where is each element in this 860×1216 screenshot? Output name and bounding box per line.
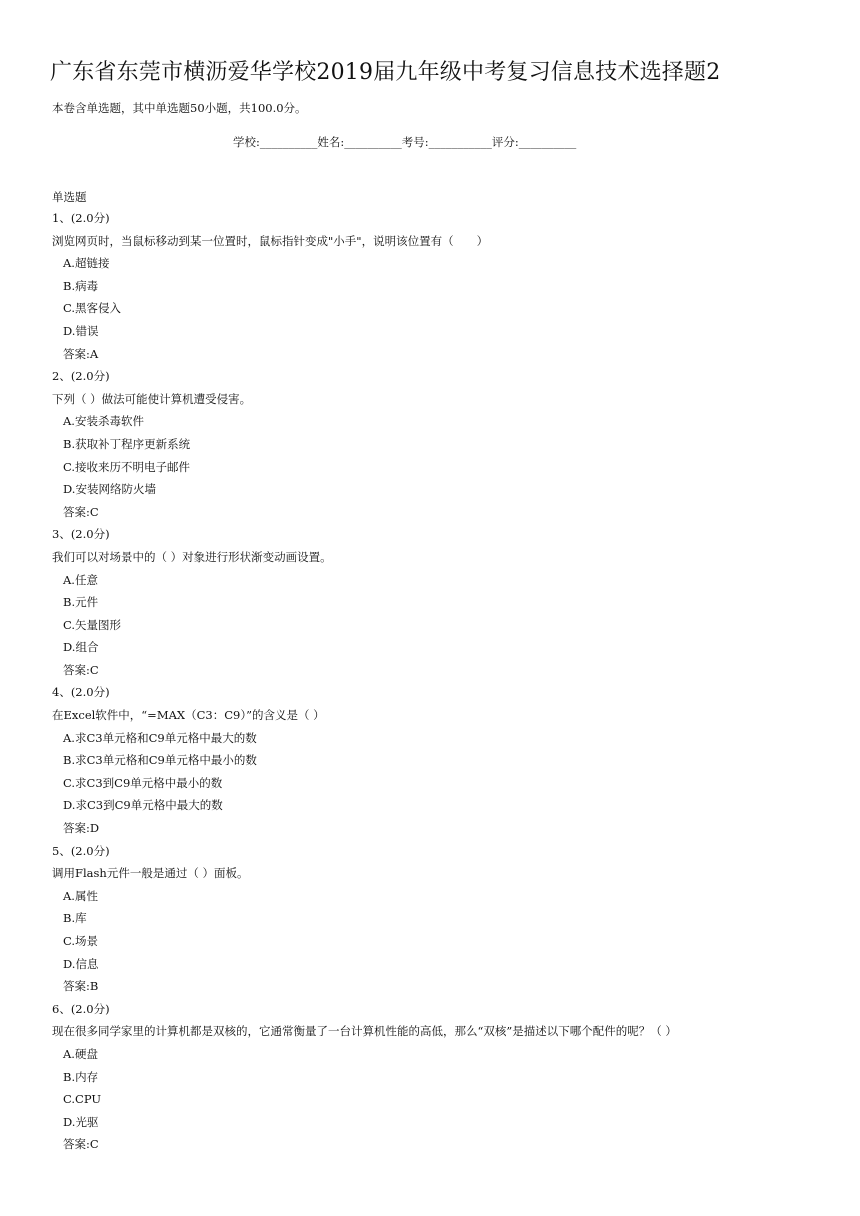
- question-stem: 浏览网页时，当鼠标移动到某一位置时，鼠标指针变成"小手"，说明该位置有（ ）: [52, 233, 489, 248]
- option-c: C.黑客侵入: [63, 301, 122, 316]
- answer: 答案:C: [63, 1137, 99, 1152]
- question-item: [0, 684, 860, 842]
- option-b: B.元件: [63, 595, 99, 610]
- option-c: C.CPU: [63, 1092, 102, 1107]
- answer: 答案:C: [63, 662, 99, 677]
- answer: 答案:C: [63, 504, 99, 519]
- question-stem: 现在很多同学家里的计算机都是双核的，它通常衡量了一台计算机性能的高低，那么“双核”是描述以下哪个配件的呢？（ ）: [52, 1024, 677, 1039]
- option-a: A.安装杀毒软件: [63, 414, 144, 429]
- section-heading: 单选题: [52, 190, 87, 204]
- option-b: B.病毒: [63, 278, 99, 293]
- option-b: B.获取补丁程序更新系统: [63, 436, 191, 451]
- option-a: A.属性: [63, 888, 98, 903]
- option-a: A.任意: [63, 572, 98, 587]
- option-d: D.光驱: [63, 1114, 99, 1129]
- student-info-line: 学校:__________姓名:__________考号:___________评分:__________: [233, 135, 577, 149]
- option-a: A.硬盘: [63, 1046, 98, 1061]
- option-a: A.超链接: [63, 256, 110, 271]
- answer: 答案:B: [63, 979, 99, 994]
- question-item: [0, 210, 860, 368]
- answer: 答案:D: [63, 821, 100, 836]
- question-number: 1、(2.0分): [52, 211, 110, 225]
- question-stem: 下列（ ）做法可能使计算机遭受侵害。: [52, 391, 252, 406]
- question-number: 3、(2.0分): [52, 527, 110, 542]
- document-title: 广东省东莞市横沥爱华学校2019届九年级中考复习信息技术选择题2: [50, 60, 721, 85]
- question-list: [0, 210, 860, 1159]
- option-c: C.场景: [63, 934, 99, 948]
- question-item: [0, 526, 860, 684]
- question-number: 2、(2.0分): [52, 369, 110, 384]
- question-item: [0, 843, 860, 1001]
- option-a: A.求C3单元格和C9单元格中最大的数: [63, 730, 257, 745]
- document-intro: 本卷含单选题，其中单选题50小题，共100.0分。: [52, 101, 307, 115]
- option-d: D.组合: [63, 640, 99, 655]
- option-c: C.接收来历不明电子邮件: [63, 459, 191, 474]
- option-b: B.库: [63, 911, 87, 926]
- answer: 答案:A: [63, 346, 99, 361]
- option-b: B.内存: [63, 1069, 99, 1084]
- question-stem: 在Excel软件中，“=MAX（C3：C9）”的含义是（ ）: [52, 708, 325, 723]
- question-item: [0, 1001, 860, 1159]
- option-c: C.求C3到C9单元格中最小的数: [63, 775, 223, 790]
- option-d: D.错误: [63, 323, 99, 338]
- option-d: D.信息: [63, 956, 99, 971]
- question-number: 4、(2.0分): [52, 685, 110, 700]
- question-stem: 调用Flash元件一般是通过（ ）面板。: [52, 866, 249, 881]
- question-number: 5、(2.0分): [52, 843, 110, 858]
- question-stem: 我们可以对场景中的（ ）对象进行形状渐变动画设置。: [52, 549, 332, 564]
- option-b: B.求C3单元格和C9单元格中最小的数: [63, 753, 257, 768]
- option-d: D.求C3到C9单元格中最大的数: [63, 798, 223, 813]
- option-d: D.安装网络防火墙: [63, 482, 156, 497]
- option-c: C.矢量图形: [63, 617, 122, 632]
- question-item: [0, 368, 860, 526]
- question-number: 6、(2.0分): [52, 1001, 110, 1016]
